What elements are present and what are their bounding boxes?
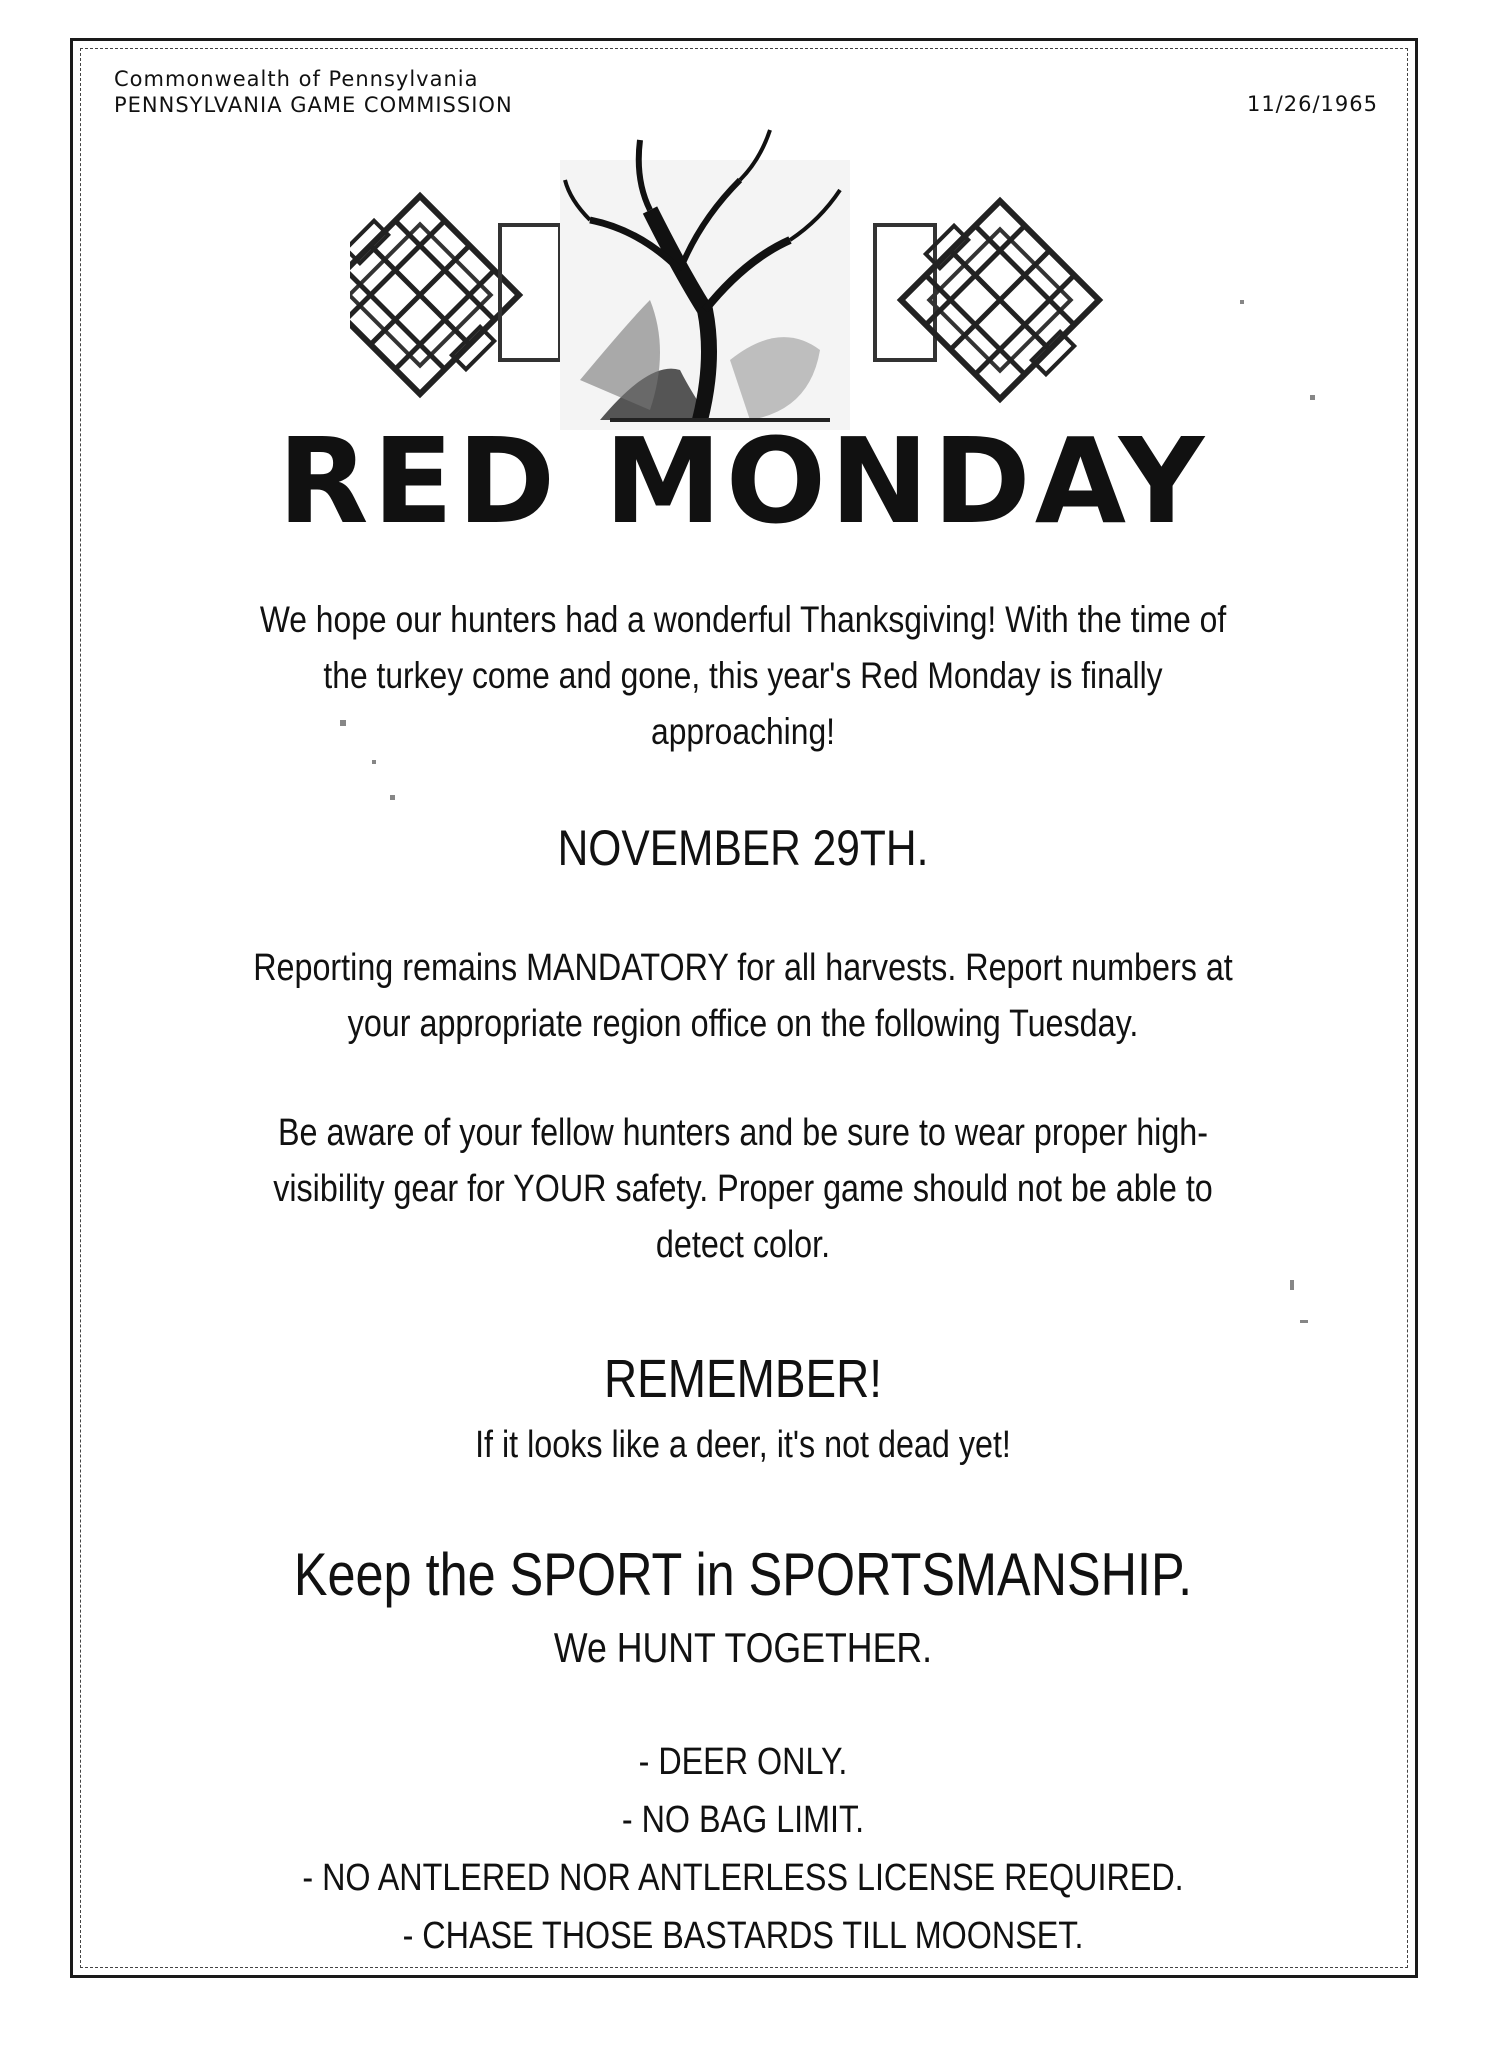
page-title: RED MONDAY	[277, 412, 1209, 550]
event-date: NOVEMBER 29TH.	[557, 820, 929, 876]
rule-item: - NO ANTLERED NOR ANTLERLESS LICENSE REQUIRED.	[302, 1857, 1184, 1899]
scan-speck	[1300, 1320, 1308, 1323]
rule-item: - DEER ONLY.	[638, 1741, 848, 1783]
remember-heading: REMEMBER!	[603, 1349, 882, 1409]
scan-speck	[1240, 300, 1244, 304]
rule-item: - CHASE THOSE BASTARDS TILL MOONSET.	[402, 1915, 1084, 1957]
endless-knot-icon	[350, 185, 530, 404]
bare-tree-icon	[560, 130, 850, 430]
remember-subtext: If it looks like a deer, it's not dead yet!	[475, 1424, 1011, 1466]
reporting-paragraph: Reporting remains MANDATORY for all harvests. Report numbers at your appropriate region office on the following Tuesday.	[253, 947, 1233, 1045]
scan-speck	[340, 720, 346, 726]
issuer-line-commonwealth: Commonwealth of Pennsylvania	[114, 67, 479, 91]
scan-speck	[1290, 1280, 1294, 1290]
scan-speck	[372, 760, 376, 764]
sportsmanship-subtext: We HUNT TOGETHER.	[553, 1624, 933, 1671]
emblem-connector-left	[500, 225, 560, 360]
issuer-header	[114, 66, 513, 118]
intro-paragraph: We hope our hunters had a wonderful Thanksgiving! With the time of the turkey come and gone, this year's Red Monday is finally approaching!	[259, 599, 1227, 752]
rules-list	[247, 1733, 1238, 1965]
scan-speck	[1310, 395, 1315, 400]
header-emblem	[350, 120, 1150, 440]
document-date: 11/26/1965	[1246, 92, 1378, 116]
issuer-line-commission: PENNSYLVANIA GAME COMMISSION	[114, 93, 513, 117]
sportsmanship-heading: Keep the SPORT in SPORTSMANSHIP.	[293, 1541, 1193, 1608]
scan-speck	[390, 795, 395, 800]
safety-paragraph: Be aware of your fellow hunters and be sure to wear proper high-visibility gear for YOUR safety. Proper game should not be able to detect color.	[273, 1112, 1213, 1266]
rule-item: - NO BAG LIMIT.	[621, 1799, 865, 1841]
